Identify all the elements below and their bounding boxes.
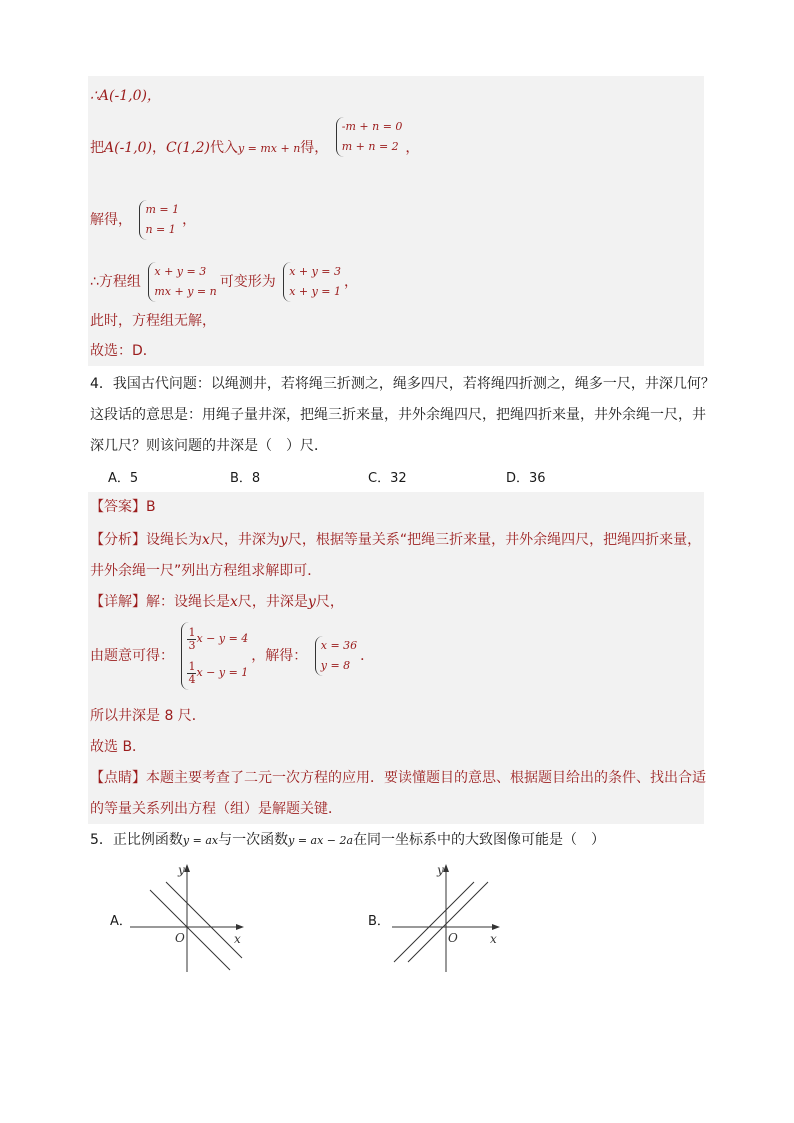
depth-line: 所以井深是 8 尺． bbox=[90, 708, 206, 724]
q5-graph-b bbox=[388, 862, 508, 974]
comment-tag: 【点睛】 bbox=[90, 770, 146, 786]
detail-line1: 【详解】解：设绳长是x尺，井深是y尺， bbox=[90, 594, 344, 610]
q5-graph-a bbox=[130, 862, 250, 974]
q5-line: 5．正比例函数y = ax与一次函数y = ax − 2a在同一坐标系中的大致图像可能是（ ） bbox=[90, 832, 606, 848]
sol3-line1: ∴A(-1,0)， bbox=[90, 88, 161, 104]
sol3-line2: 把A(-1,0)，C(1,2)代入y = mx + n得， -m + n = 0 m + n = 2 ， bbox=[90, 138, 419, 159]
q4-line1: 4．我国古代问题：以绳测井，若将绳三折测之，绳多四尺，若将绳四折测之，绳多一尺，井深几何？ bbox=[90, 376, 715, 392]
q4-option-a: A．5 bbox=[108, 471, 139, 486]
q5-option-b-label: B． bbox=[368, 914, 390, 929]
q5-option-a-label: A． bbox=[110, 914, 132, 929]
sol3-line3: 解得， m = 1 n = 1 ， bbox=[90, 200, 196, 240]
detail-setup: 由题意可得： $\frac{1}{3}$ x − y = 4 $\frac{1}{4}$ x − y = 1 ，解得： x = 36 y = 8 ． bbox=[90, 622, 374, 690]
axis-label-y: y bbox=[178, 863, 185, 877]
analysis-line1: 【分析】设绳长为x尺，井深为y尺，根据等量关系“把绳三折来量，井外余绳四尺，把绳四折来量， bbox=[90, 532, 702, 548]
answer-value: B bbox=[146, 499, 156, 515]
q4-option-b: B．8 bbox=[230, 471, 261, 486]
equation-system: m = 1 n = 1 bbox=[139, 200, 179, 240]
detail-tag: 【详解】 bbox=[90, 594, 146, 610]
sol3-line5: 此时，方程组无解， bbox=[90, 313, 216, 329]
choose-line: 故选 B． bbox=[90, 739, 147, 755]
equation-system: x + y = 3 mx + y = n bbox=[148, 262, 216, 302]
analysis-line2: 井外余绳一尺”列出方程组求解即可． bbox=[90, 563, 322, 579]
equation-system: x + y = 3 x + y = 1 bbox=[283, 262, 341, 302]
axis-label-y: y bbox=[437, 863, 444, 877]
analysis-tag: 【分析】 bbox=[90, 532, 146, 548]
comment-line1: 【点睛】本题主要考查了二元一次方程的应用．要读懂题目的意思、根据题目给出的条件、找出合适 bbox=[90, 770, 706, 786]
axis-label-x: x bbox=[234, 932, 241, 946]
answer-tag: 【答案】 bbox=[90, 499, 146, 515]
equation-system: x = 36 y = 8 bbox=[315, 636, 357, 676]
q4-option-c: C．32 bbox=[368, 471, 407, 486]
comment-line2: 的等量关系列出方程（组）是解题关键． bbox=[90, 801, 342, 817]
sol3-line4: ∴方程组 x + y = 3 mx + y = n 可变形为 x + y = 3 x + y = 1 ， bbox=[90, 262, 358, 302]
axis-label-x: x bbox=[490, 932, 497, 946]
sol3-line6: 故选：D． bbox=[90, 343, 157, 359]
origin-label: O bbox=[448, 931, 458, 945]
q4-line2: 这段话的意思是：用绳子量井深，把绳三折来量，井外余绳四尺，把绳四折来量，井外余绳一尺，井 bbox=[90, 407, 706, 423]
origin-label: O bbox=[175, 931, 185, 945]
equation-system: -m + n = 0 m + n = 2 bbox=[336, 117, 403, 157]
equation-system: $\frac{1}{3}$ x − y = 4 $\frac{1}{4}$ x − y = 1 bbox=[181, 622, 248, 690]
answer-line bbox=[90, 497, 156, 517]
q4-option-d: D．36 bbox=[506, 471, 546, 486]
q4-line3: 深几尺？则该问题的井深是（ ）尺． bbox=[90, 438, 328, 454]
